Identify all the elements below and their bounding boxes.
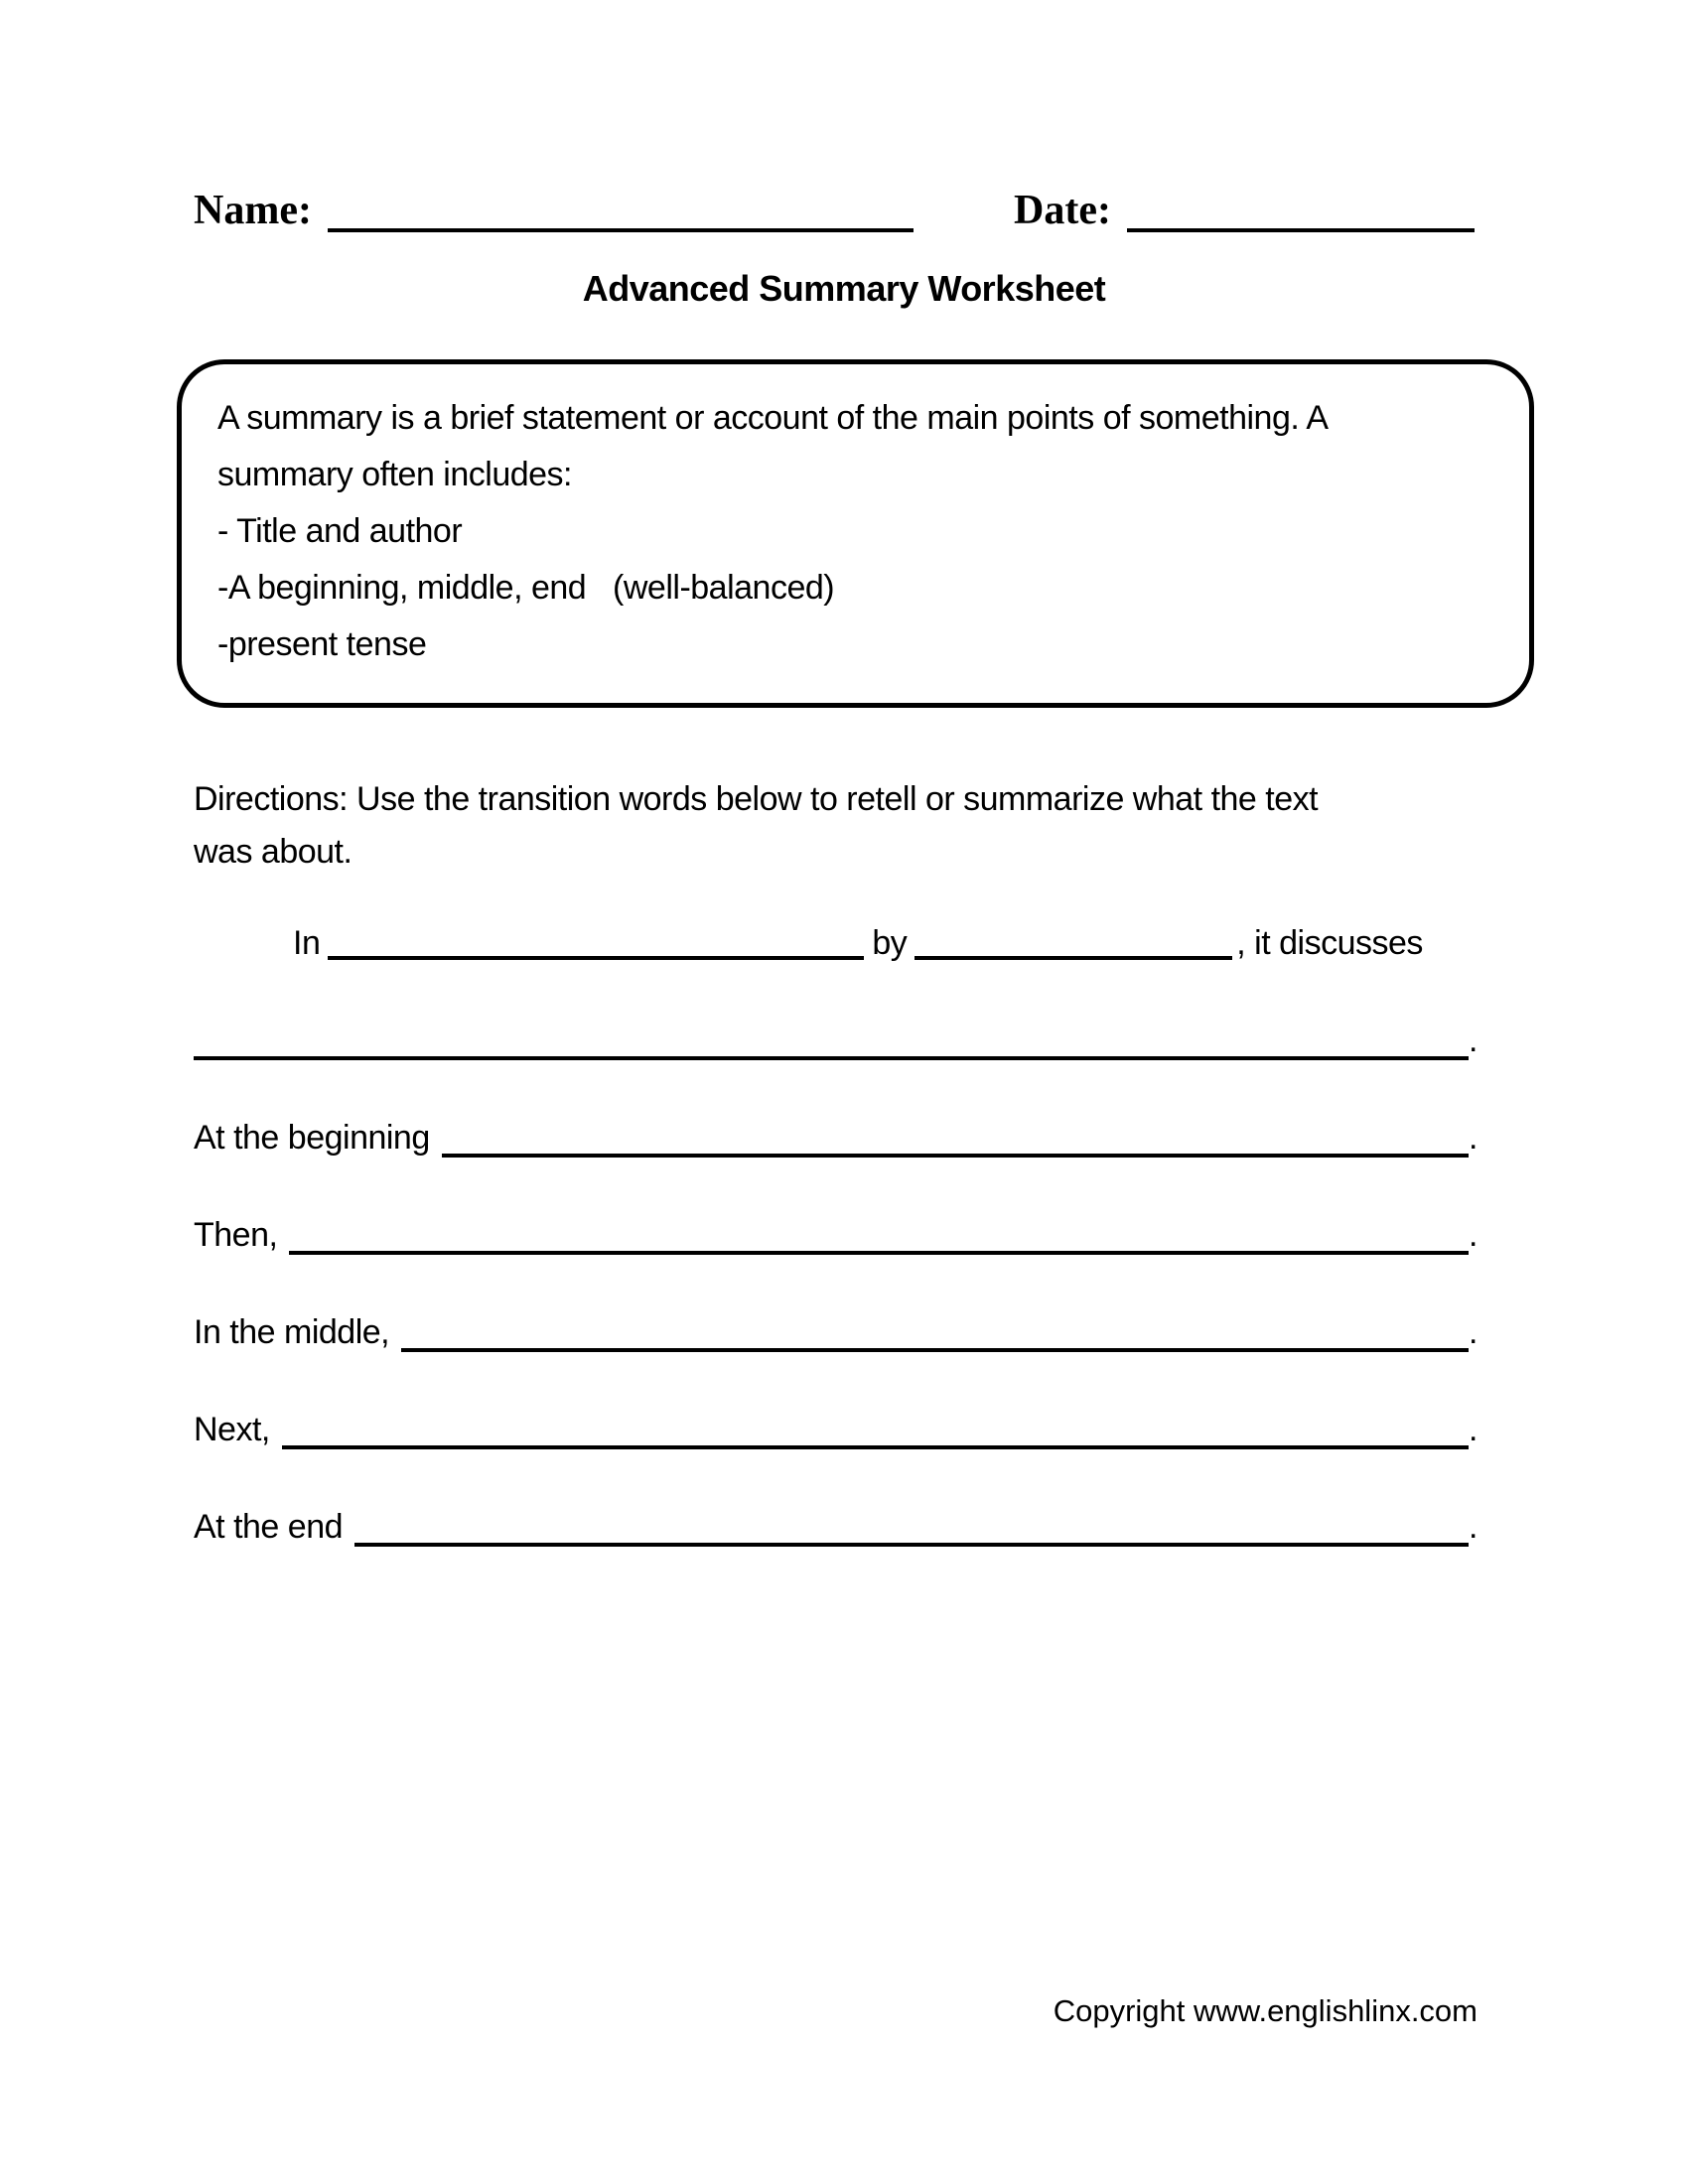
transition-row-next bbox=[194, 1404, 1477, 1449]
transition-row-then bbox=[194, 1209, 1477, 1255]
period: . bbox=[1469, 1216, 1477, 1254]
definition-line: -present tense bbox=[217, 625, 427, 664]
period: . bbox=[1469, 1411, 1477, 1448]
summary-definition-box bbox=[177, 359, 1534, 708]
row-label: At the end bbox=[194, 1508, 344, 1546]
directions-line: was about. bbox=[194, 833, 352, 872]
directions bbox=[194, 773, 1688, 879]
title-blank bbox=[328, 924, 864, 960]
date-blank bbox=[1127, 197, 1475, 232]
definition-line: -A beginning, middle, end (well-balanced) bbox=[217, 569, 835, 608]
name-field bbox=[194, 189, 914, 232]
row-blank bbox=[289, 1245, 1469, 1255]
author-blank bbox=[914, 924, 1232, 960]
row-blank bbox=[442, 1148, 1469, 1158]
transition-row-beginning bbox=[194, 1112, 1477, 1158]
definition-line: - Title and author bbox=[217, 512, 463, 551]
name-blank bbox=[328, 197, 914, 232]
row-blank bbox=[401, 1342, 1469, 1352]
period: . bbox=[1469, 1022, 1477, 1059]
name-label: Name: bbox=[194, 188, 312, 233]
copyright-text: Copyright www.englishlinx.com bbox=[1053, 1993, 1477, 2028]
date-field bbox=[1014, 189, 1475, 232]
period: . bbox=[1469, 1508, 1477, 1546]
by-label: by bbox=[872, 924, 908, 963]
row-label: In the middle, bbox=[194, 1313, 390, 1351]
row-blank bbox=[354, 1537, 1469, 1547]
period: . bbox=[1469, 1313, 1477, 1351]
definition-line: A summary is a brief statement or account of the main points of something. A bbox=[217, 399, 1329, 438]
in-label: In bbox=[293, 924, 321, 963]
row-label: Next, bbox=[194, 1411, 270, 1448]
definition-line: summary often includes: bbox=[217, 456, 572, 494]
it-discusses-label: , it discusses bbox=[1236, 924, 1423, 963]
date-label: Date: bbox=[1014, 188, 1111, 233]
row-label: At the beginning bbox=[194, 1119, 430, 1157]
page-title: Advanced Summary Worksheet bbox=[582, 268, 1106, 310]
continuation-line bbox=[194, 1015, 1477, 1060]
period: . bbox=[1469, 1119, 1477, 1157]
continuation-blank bbox=[194, 1050, 1469, 1060]
intro-sentence bbox=[194, 924, 1477, 963]
header bbox=[194, 189, 1475, 232]
row-label: Then, bbox=[194, 1216, 278, 1254]
transition-row-middle bbox=[194, 1306, 1477, 1352]
transition-row-end bbox=[194, 1501, 1477, 1547]
directions-line: Directions: Use the transition words below to retell or summarize what the text bbox=[194, 780, 1319, 819]
row-blank bbox=[282, 1439, 1469, 1449]
